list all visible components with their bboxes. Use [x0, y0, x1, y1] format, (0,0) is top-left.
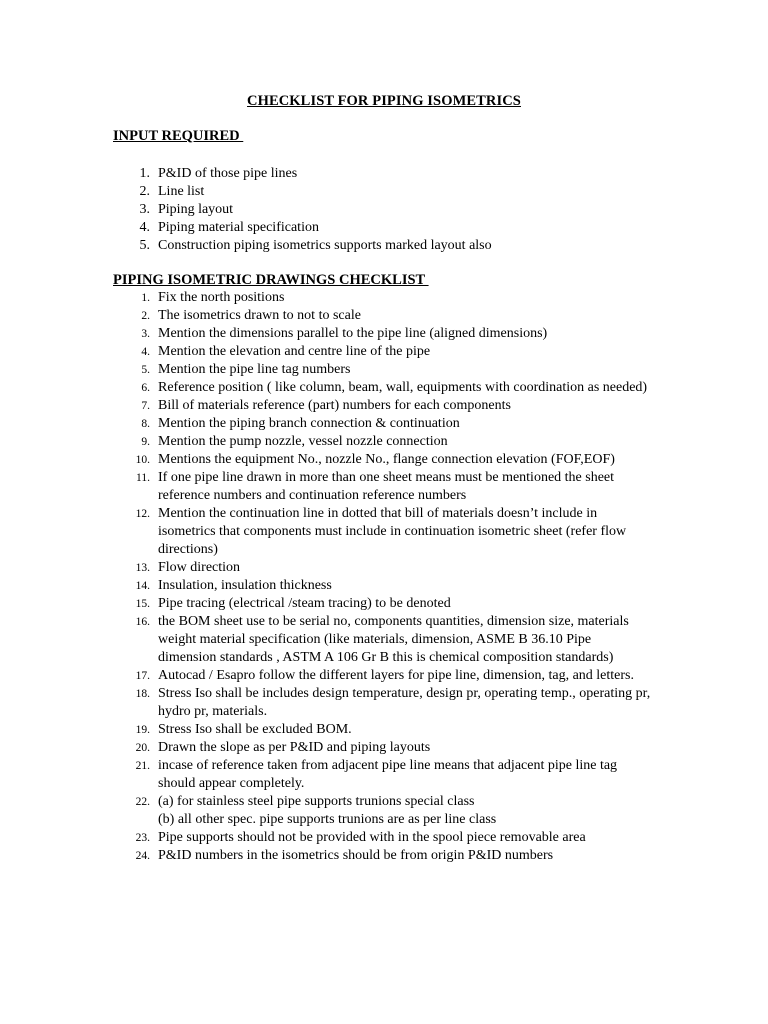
list-item — [112, 847, 652, 865]
list-item — [112, 685, 652, 721]
list-item-number: 4 . — [112, 219, 150, 237]
list-item-number: 3 . — [112, 325, 150, 343]
list-item — [112, 829, 652, 847]
list-item — [112, 793, 652, 829]
list-item-text: Mentions the equipment No., nozzle No., flange connection elevation (FOF,EOF) — [158, 452, 615, 467]
list-item-number: 1 . — [112, 165, 150, 183]
list-item-text: Insulation, insulation thickness — [158, 578, 332, 593]
list-item-number: 19 . — [112, 721, 150, 739]
list-item-number: 12 . — [112, 505, 150, 523]
list-item-number: 11 . — [112, 469, 150, 487]
list-item-number: 13 . — [112, 559, 150, 577]
list-item-text: Piping material specification — [158, 220, 319, 235]
list-item-number: 24 . — [112, 847, 150, 865]
list-item — [112, 379, 652, 397]
list-item — [112, 307, 652, 325]
list-item-number: 22 . — [112, 793, 150, 811]
list-item-text: Mention the pipe line tag numbers — [158, 362, 351, 377]
list-item-text: Bill of materials reference (part) numbers for each components — [158, 398, 511, 413]
list-item-number: 3 . — [112, 201, 150, 219]
list-item-number: 5 . — [112, 237, 150, 255]
list-item-number: 2 . — [112, 307, 150, 325]
list-item-text: P&ID of those pipe lines — [158, 166, 298, 181]
list-item-number: 20 . — [112, 739, 150, 757]
list-item-number: 10 . — [112, 451, 150, 469]
list-item — [112, 201, 652, 219]
list-item — [112, 667, 652, 685]
list-item — [112, 433, 652, 451]
list-item-number: 9 . — [112, 433, 150, 451]
list-item-text: Flow direction — [158, 560, 241, 575]
list-item-number: 1 . — [112, 289, 150, 307]
list-item-number: 21 . — [112, 757, 150, 775]
list-item-text: Stress Iso shall be excluded BOM. — [158, 722, 352, 737]
list-item — [112, 613, 652, 667]
list-item — [112, 289, 652, 307]
list-item — [112, 165, 652, 183]
list-item-number: 16 . — [112, 613, 150, 631]
list-item — [112, 469, 652, 505]
list-item-number: 6 . — [112, 379, 150, 397]
list-item-text: (a) for stainless steel pipe supports trunions special class — [158, 794, 475, 809]
list-item-text: Drawn the slope as per P&ID and piping layouts — [158, 740, 431, 755]
list-item-text: Fix the north positions — [158, 290, 285, 305]
document-title: CHECKLIST FOR PIPING ISOMETRICS — [247, 93, 521, 109]
list-item-number: 8 . — [112, 415, 150, 433]
list-item-number: 7 . — [112, 397, 150, 415]
list-item-text: P&ID numbers in the isometrics should be from origin P&ID numbers — [158, 848, 554, 863]
list-item-text: Mention the continuation line in dotted that bill of materials doesn’t include in isometrics that components must include in continuation isometric sheet (refer flow directions) — [158, 506, 627, 557]
list-item — [112, 415, 652, 433]
list-item-number: 4 . — [112, 343, 150, 361]
list-item — [112, 343, 652, 361]
list-item — [112, 757, 652, 793]
list-item — [112, 451, 652, 469]
list-item-text: Mention the pump nozzle, vessel nozzle connection — [158, 434, 448, 449]
input-required-list — [112, 165, 652, 255]
list-item — [112, 559, 652, 577]
list-item — [112, 721, 652, 739]
list-item-number: 18 . — [112, 685, 150, 703]
list-item-number: 14 . — [112, 577, 150, 595]
list-item-text: Stress Iso shall be includes design temperature, design pr, operating temp., operating pr, hydro pr, materials. — [158, 686, 651, 719]
checklist-heading: PIPING ISOMETRIC DRAWINGS CHECKLIST — [113, 272, 429, 288]
list-item-text: the BOM sheet use to be serial no, components quantities, dimension size, materials weight material specification (like materials, dimension, ASME B 36.10 Pipe dimension standards , ASTM A 106 Gr B this is chemical composition standards) — [158, 614, 629, 665]
list-item — [112, 361, 652, 379]
list-item — [112, 325, 652, 343]
list-item-text: Autocad / Esapro follow the different layers for pipe line, dimension, tag, and letters. — [158, 668, 634, 683]
input-required-heading: INPUT REQUIRED — [113, 128, 244, 144]
list-item-number: 2 . — [112, 183, 150, 201]
list-item-text: Reference position ( like column, beam, wall, equipments with coordination as needed) — [158, 380, 648, 395]
list-item-text: Piping layout — [158, 202, 234, 217]
list-item-number: 23 . — [112, 829, 150, 847]
list-item — [112, 397, 652, 415]
list-item — [112, 219, 652, 237]
list-item-text: Pipe tracing (electrical /steam tracing) to be denoted — [158, 596, 451, 611]
list-item-text: incase of reference taken from adjacent pipe line means that adjacent pipe line tag should appear completely. — [158, 758, 618, 791]
list-item-text: If one pipe line drawn in more than one sheet means must be mentioned the sheet reference numbers and continuation reference numbers — [158, 470, 615, 503]
list-item-number: 15 . — [112, 595, 150, 613]
list-item-text: Pipe supports should not be provided with in the spool piece removable area — [158, 830, 586, 845]
list-item — [112, 183, 652, 201]
list-item-number: 5 . — [112, 361, 150, 379]
list-item-text-secondary: (b) all other spec. pipe supports trunions are as per line class — [158, 812, 497, 827]
list-item-text: The isometrics drawn to not to scale — [158, 308, 361, 323]
list-item — [112, 237, 652, 255]
list-item — [112, 577, 652, 595]
checklist-list — [112, 289, 652, 865]
list-item — [112, 505, 652, 559]
list-item — [112, 739, 652, 757]
list-item-text: Mention the dimensions parallel to the pipe line (aligned dimensions) — [158, 326, 548, 341]
list-item-text: Mention the piping branch connection & continuation — [158, 416, 460, 431]
list-item-text: Mention the elevation and centre line of the pipe — [158, 344, 431, 359]
list-item-text: Line list — [158, 184, 205, 199]
list-item — [112, 595, 652, 613]
list-item-number: 17 . — [112, 667, 150, 685]
list-item-text: Construction piping isometrics supports marked layout also — [158, 238, 492, 253]
